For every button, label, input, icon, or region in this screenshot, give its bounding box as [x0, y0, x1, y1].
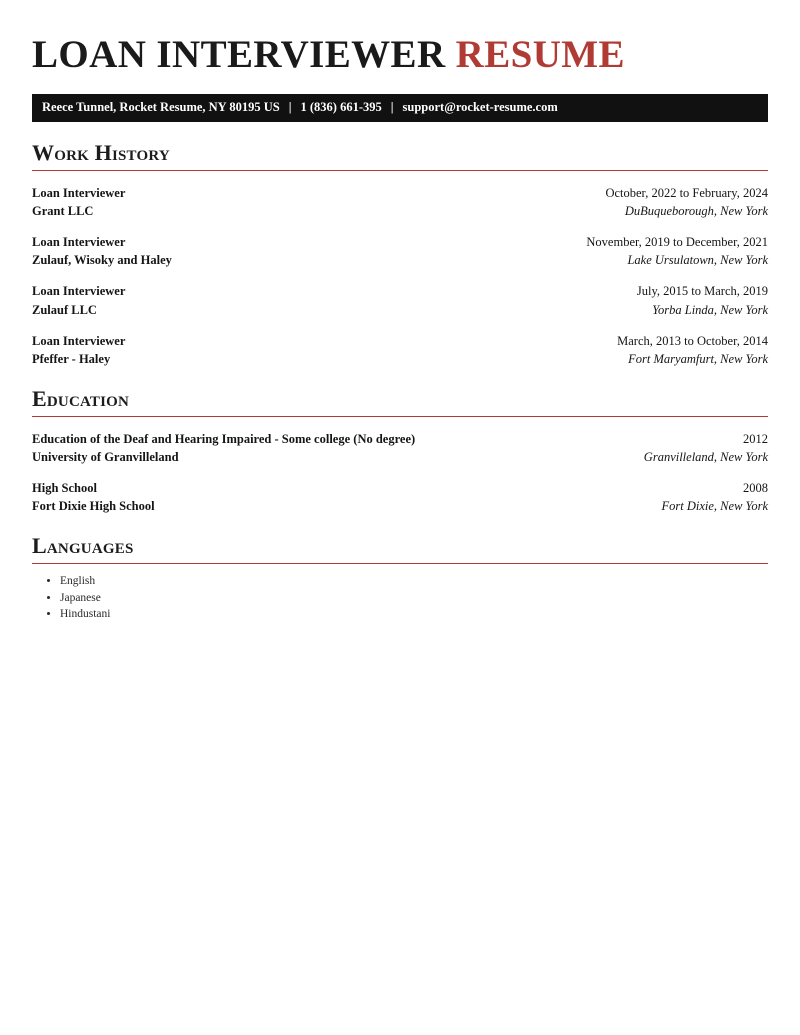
languages-list: [32, 573, 768, 622]
work-entry-title-row: [32, 332, 768, 350]
work-dates: November, 2019 to December, 2021: [586, 235, 768, 250]
education-entry-school-row: [32, 448, 768, 466]
contact-phone: 1 (836) 661-395: [300, 100, 382, 115]
work-company: Pfeffer - Haley: [32, 351, 111, 366]
section-divider-languages: [32, 563, 768, 564]
education-year: 2008: [743, 481, 768, 496]
contact-separator-1: |: [288, 100, 292, 115]
page-title-accent: RESUME: [455, 33, 625, 76]
education-location: Granvilleland, New York: [643, 450, 768, 465]
work-entry-company-row: [32, 251, 768, 269]
education-school: University of Granvilleland: [32, 450, 179, 465]
work-location: Yorba Linda, New York: [652, 302, 768, 317]
contact-bar: [32, 94, 768, 122]
work-entry: [32, 184, 768, 220]
work-entry-company-row: [32, 202, 768, 220]
section-divider-education: [32, 416, 768, 417]
work-dates: March, 2013 to October, 2014: [617, 333, 768, 348]
list-item: • Hindustani: [60, 606, 768, 622]
work-company: Zulauf, Wisoky and Haley: [32, 253, 172, 268]
work-job-title: Loan Interviewer: [32, 333, 126, 348]
work-entry-title-row: [32, 184, 768, 202]
work-job-title: Loan Interviewer: [32, 185, 126, 200]
list-item: • Japanese: [60, 590, 768, 606]
education-entry-school-row: [32, 497, 768, 515]
contact-email: support@rocket-resume.com: [402, 100, 558, 115]
page-title-main: LOAN INTERVIEWER: [32, 33, 456, 76]
work-entry-title-row: [32, 233, 768, 251]
work-company: Grant LLC: [32, 204, 94, 219]
education-year: 2012: [743, 431, 768, 446]
education-school: Fort Dixie High School: [32, 499, 155, 514]
education-location: Fort Dixie, New York: [661, 499, 768, 514]
work-entry: [32, 282, 768, 318]
section-work-history: [32, 140, 768, 368]
work-dates: July, 2015 to March, 2019: [636, 284, 768, 299]
work-location: Lake Ursulatown, New York: [627, 253, 768, 268]
list-item: • English: [60, 573, 768, 589]
education-entry: [32, 430, 768, 466]
page-title: [32, 28, 768, 77]
work-dates: October, 2022 to February, 2024: [605, 185, 768, 200]
work-location: DuBuqueborough, New York: [624, 204, 768, 219]
work-entry-company-row: [32, 350, 768, 368]
work-job-title: Loan Interviewer: [32, 235, 126, 250]
education-degree: High School: [32, 481, 97, 496]
work-location: Fort Maryamfurt, New York: [628, 351, 768, 366]
work-company: Zulauf LLC: [32, 302, 97, 317]
work-job-title: Loan Interviewer: [32, 284, 126, 299]
contact-address: Reece Tunnel, Rocket Resume, NY 80195 US: [42, 100, 280, 115]
work-entry: [32, 233, 768, 269]
work-entry-company-row: [32, 301, 768, 319]
work-entry: [32, 332, 768, 368]
section-languages: [32, 533, 768, 622]
section-divider-work-history: [32, 170, 768, 171]
education-degree: Education of the Deaf and Hearing Impaired - Some college (No degree): [32, 431, 416, 446]
section-heading-work-history: Work History: [32, 139, 170, 165]
section-heading-education: Education: [32, 385, 130, 411]
education-entry-degree-row: [32, 430, 768, 448]
work-entry-title-row: [32, 282, 768, 300]
contact-separator-2: |: [390, 100, 394, 115]
section-education: [32, 386, 768, 516]
education-entry-degree-row: [32, 479, 768, 497]
education-entry: [32, 479, 768, 515]
section-heading-languages: Languages: [32, 533, 134, 559]
